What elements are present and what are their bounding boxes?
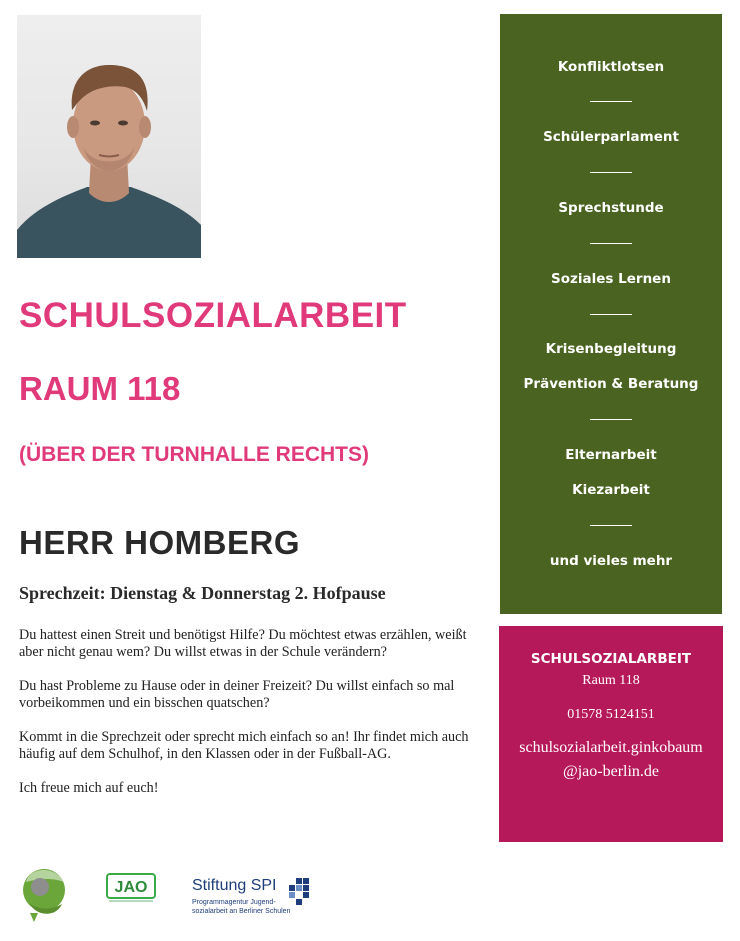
divider [590,525,632,526]
topics-box [500,14,722,614]
topic-item: Kiezarbeit [572,482,650,498]
spi-logo [192,877,309,915]
ginkgo-logo [23,869,65,922]
topic-item: Prävention & Beratung [523,376,699,392]
contact-box [499,626,723,842]
divider [590,314,632,315]
contact-email-line2[interactable]: @jao-berlin.de [562,763,660,780]
jao-logo [107,874,155,902]
spi-logo-sub1: Programmagentur Jugend- [192,899,276,906]
topic-item: Sprechstunde [558,200,664,216]
topic-item: Soziales Lernen [551,271,671,287]
portrait-photo [17,15,201,258]
room-number: RAUM 118 [19,370,181,407]
staff-name: HERR HOMBERG [19,524,301,561]
topic-item: Elternarbeit [565,447,657,463]
divider [590,419,632,420]
spi-logo-sub2: sozialarbeit an Berliner Schulen [192,908,291,915]
contact-email-line1[interactable]: schulsozialarbeit.ginkobaum [519,739,703,756]
divider [590,243,632,244]
paragraph: Du hattest einen Streit und benötigst Hilfe? Du möchtest etwas erzählen, weißt aber nicht genau wem? Du willst etwas in der Schule verändern? [19,627,467,660]
contact-room: Raum 118 [582,673,640,688]
logo-footer [0,860,740,930]
paragraph: Du hast Probleme zu Hause oder in deiner Freizeit? Du willst einfach so mal vorbeikommen und ein bisschen quatschen? [19,678,455,711]
contact-phone[interactable]: 01578 5124151 [567,707,655,722]
paragraph: Kommt in die Sprechzeit oder sprecht mich einfach so an! Ihr findet mich auch häufig auf dem Schulhof, in den Klassen oder in der Fußball-AG. [19,729,469,762]
contact-title: SCHULSOZIALARBEIT [530,651,692,667]
topic-item: Schülerparlament [543,129,679,145]
paragraph: Ich freue mich auf euch! [19,780,159,796]
topic-item: und vieles mehr [549,553,673,569]
room-location: (ÜBER DER TURNHALLE RECHTS) [19,443,369,466]
page-title: SCHULSOZIALARBEIT [19,296,407,335]
jao-logo-text: JAO [114,879,148,896]
divider [590,101,632,102]
spi-logo-name: Stiftung SPI [192,877,277,894]
divider [590,172,632,173]
intro-text [19,627,481,814]
topic-item: Konfliktlotsen [557,59,665,75]
office-hours: Sprechzeit: Dienstag & Donnerstag 2. Hofpause [19,583,386,603]
topic-item: Krisenbegleitung [545,341,677,357]
